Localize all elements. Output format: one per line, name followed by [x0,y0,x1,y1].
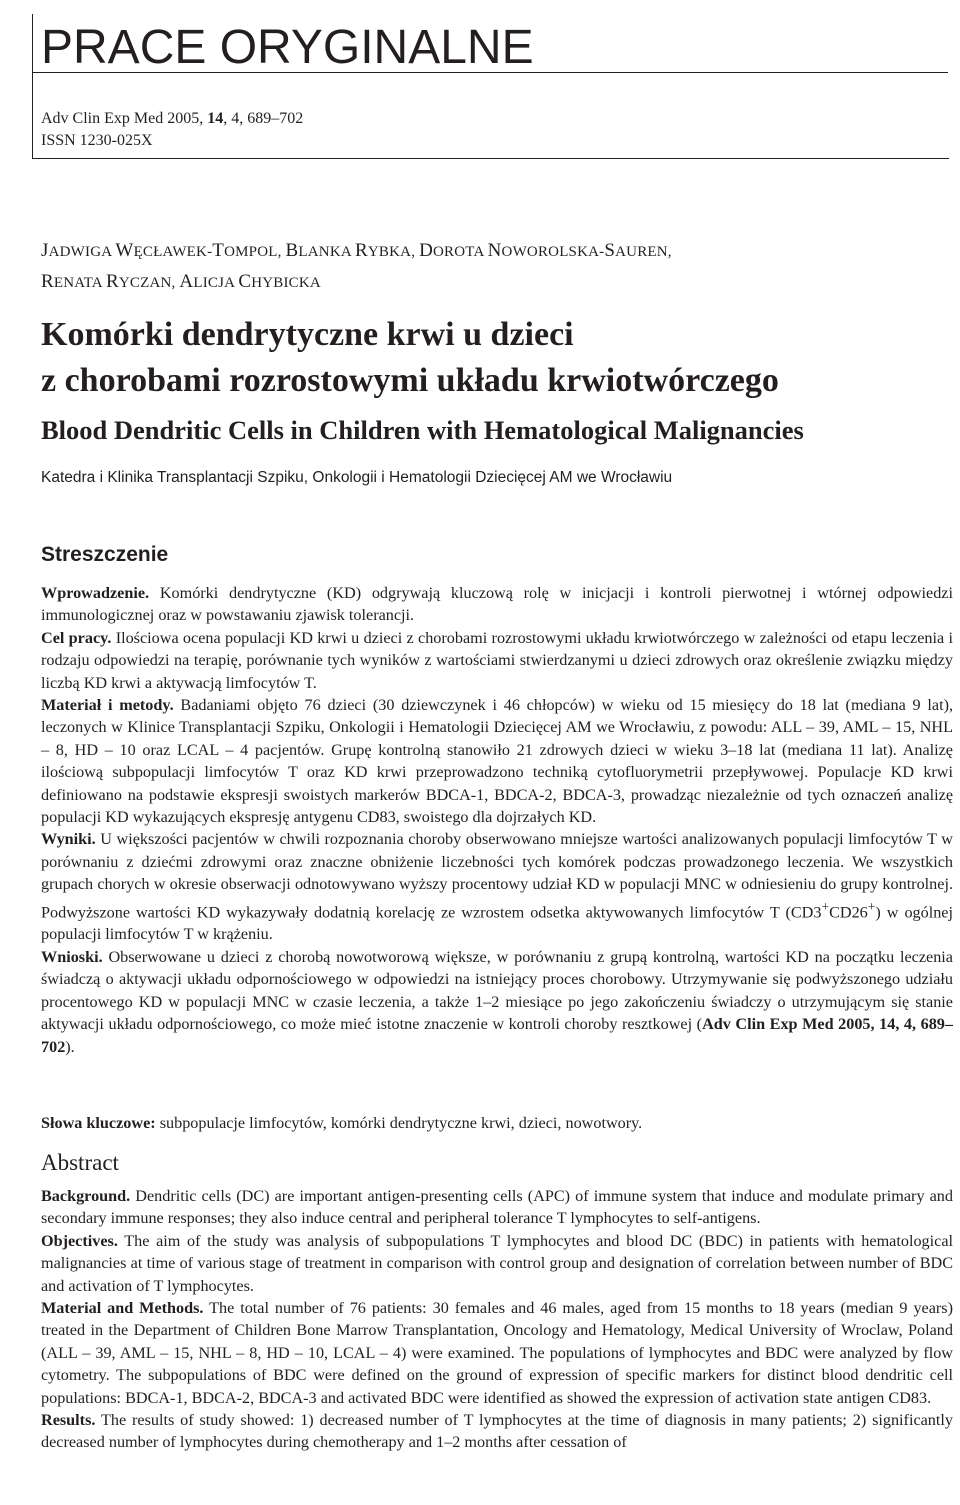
section-title: PRACE ORYGINALNE [41,21,534,74]
author-name-part: CHYBICKA [238,271,321,292]
paragraph-label: Wprowadzenie. [41,584,150,602]
journal-volume: 14 [207,110,224,127]
author-name-part: SAUREN, [604,240,672,261]
author-name-part: RENATA [41,271,106,292]
abstract-paragraph-results [41,1409,953,1454]
paragraph-text: U większości pacjentów w chwili rozpoznania choroby obserwowano mniejsze wartości analizowanych populacji limfocytów T w porównaniu z dziećmi zdrowymi oraz znaczne obniżenie liczebności tych komórek podczas prowadzonego leczenia. We wszystkich grupach chorych w okresie obserwacji odnotowywano wyższy procentowy udział KD w populacji MNC w odniesieniu do grupy kontrolnej. Podwyższone wartości KD wykazywały dodatnią korelację ze wzrostem odsetka aktywowanych limfocytów T (CD3 [41,830,953,922]
author-line-1 [41,236,672,267]
author-name-part: TOMPOL, [212,240,286,261]
streszczenie-paragraph-results [41,828,953,945]
journal-citation-suffix: , 4, 689–702 [223,110,304,127]
title-line-1: Komórki dendrytyczne krwi u dzieci [41,316,574,353]
paragraph-label: Objectives. [41,1231,118,1250]
article-title-polish [41,312,779,404]
journal-citation [41,108,303,130]
abstract-paragraph-methods [41,1297,953,1409]
author-name-part: RYBKA, [355,240,420,261]
paragraph-label: Wyniki. [41,830,96,849]
keywords [41,1112,953,1134]
paragraph-text: The total number of 76 patients: 30 females and 46 males, aged from 15 months to 18 years (median 9 years) treated in the Department of Children Bone Marrow Transplantation, Oncology and Hematology, Medical University of Wroclaw, Poland (ALL – 39, AML – 15, NHL – 8, HD – 10, LCAL – 4) were examined. The populations of lymphocytes and BDC were analyzed by flow cytometry. The subpopulations of BDC were defined on the ground of expression of specific markers for distinct blood dendritic cell populations: BDCA-1, BDCA-2, BDCA-3 and activated BDC were identified as showed the expression of activation state antigen CD83. [41,1299,953,1407]
author-name-part: WĘCŁAWEK- [115,240,213,261]
author-list [41,236,672,298]
abstract-heading: Abstract [41,1150,119,1175]
keywords-label: Słowa kluczowe: [41,1114,156,1132]
author-name-part: RYCZAN, [105,271,180,292]
streszczenie-paragraph-aim [41,627,953,694]
paragraph-text: CD26 [829,903,868,922]
streszczenie-body [41,582,953,1058]
abstract-paragraph-background [41,1185,953,1230]
paragraph-label: Materiał i metody. [41,696,174,715]
keywords-text: subpopulacje limfocytów, komórki dendrytyczne krwi, dzieci, nowotwory. [155,1114,643,1132]
paragraph-text: ). [65,1037,75,1056]
superscript-plus: + [867,898,876,914]
article-title-english: Blood Dendritic Cells in Children with Hematological Malignancies [41,415,804,445]
title-line-2: z chorobami rozrostowymi układu krwiotwórczego [41,362,779,399]
journal-issn: ISSN 1230-025X [41,132,153,149]
streszczenie-paragraph-intro [41,582,953,627]
author-name-part: JADWIGA [41,240,116,261]
author-name-part: DOROTA [419,240,488,261]
author-name-part: ALICJA [179,271,239,292]
streszczenie-heading: Streszczenie [41,543,169,566]
paragraph-text: Badaniami objęto 76 dzieci (30 dziewczynek i 46 chłopców) w wieku od 15 miesięcy do 18 lat (mediana 9 lat), leczonych w Klinice Transplantacji Szpiku, Onkologii i Hematologii Dziecięcej AM we Wrocławiu, z powodu: ALL – 39, AML – 15, NHL – 8, HD – 10 oraz LCAL – 4 pacjentów. Grupę kontrolną stanowiło 21 zdrowych dzieci w wieku 3–18 lat (mediana 11 lat). Analizę ilościową subpopulacji limfocytów T oraz KD krwi przeprowadzono techniką cytofluorymetrii przepływowej. Populacje KD krwi definiowano na podstawie ekspresji swoistych markerów BDCA-1, BDCA-2, BDCA-3, prowadząc niezależnie od tych oznaczeń analizę populacji KD wykazujących ekspresję antygenu CD83, swoistego dla dojrzałych KD. [41,696,954,827]
journal-citation-prefix: Adv Clin Exp Med 2005, [41,110,208,127]
abstract-paragraph-objectives [41,1230,953,1297]
paragraph-text: ) w ogólnej populacji limfocytów T w krążeniu. [41,903,953,944]
paragraph-label: Cel pracy. [41,628,112,647]
author-name-part: BLANKA [285,240,356,261]
paragraph-text: Dendritic cells (DC) are important antigen-presenting cells (APC) of immune system that induce and modulate primary and secondary immune responses; they also induce central and peripheral tolerance T lymphocytes to self-antigens. [41,1187,953,1228]
citation: Adv Clin Exp Med 2005, 14, 4, 689–702 [41,1015,953,1056]
affiliation: Katedra i Klinika Transplantacji Szpiku, Onkologii i Hematologii Dziecięcej AM we Wrocławiu [41,469,673,486]
paragraph-text: Komórki dendrytyczne (KD) odgrywają kluczową rolę w inicjacji i kontroli pierwotnej i wtórnej odpowiedzi immunologicznej oraz w powstawaniu zjawisk tolerancji. [41,584,953,625]
paragraph-label: Results. [41,1411,96,1430]
paragraph-label: Background. [41,1187,131,1205]
author-line-2 [41,267,672,298]
paragraph-text: Obserwowane u dzieci z chorobą nowotworową większe, w porównaniu z grupą kontrolną, wartości KD na początku leczenia świadczą o aktywacji układu odpornościowego w odpowiedzi na istniejący proces chorobowy. Utrzymywanie się podwyższonego udziału procentowego KD w populacji MNC w czasie leczenia, a także 1–2 miesiące po jego zakończeniu świadczy o utrzymującym się stanie aktywacji układu odpornościowego, co może mieć istotne znaczenie w kontroli choroby resztkowej ( [41,947,953,1034]
abstract-body [41,1185,953,1454]
header-divider [32,72,948,73]
paragraph-text: Ilościowa ocena populacji KD krwi u dzieci z chorobami rozrostowymi układu krwiotwórczego w zależności od etapu leczenia i rodzaju odpowiedzi na terapię, porównanie tych wyników z wartościami stwierdzanymi u dzieci zdrowych oraz określenie związku między liczbą KD krwi a aktywacją limfocytów T. [41,628,953,692]
paragraph-text: The aim of the study was analysis of subpopulations T lymphocytes and blood DC (BDC) in patients with hematological malignancies at time of various stage of treatment in comparison with control group and designation of correlation between number of BDC and activation of T lymphocytes. [41,1231,953,1295]
journal-info [41,108,303,152]
paragraph-text: The results of study showed: 1) decreased number of T lymphocytes at the time of diagnosis in many patients; 2) significantly decreased number of lymphocytes during chemotherapy and 1–2 months after cessation of [41,1411,953,1452]
paragraph-label: Material and Methods. [41,1299,204,1318]
paragraph-label: Wnioski. [41,947,103,966]
author-name-part: NOWOROLSKA- [487,240,605,261]
streszczenie-paragraph-conclusions [41,946,953,1058]
superscript-plus: + [821,898,830,914]
streszczenie-paragraph-methods [41,694,953,828]
